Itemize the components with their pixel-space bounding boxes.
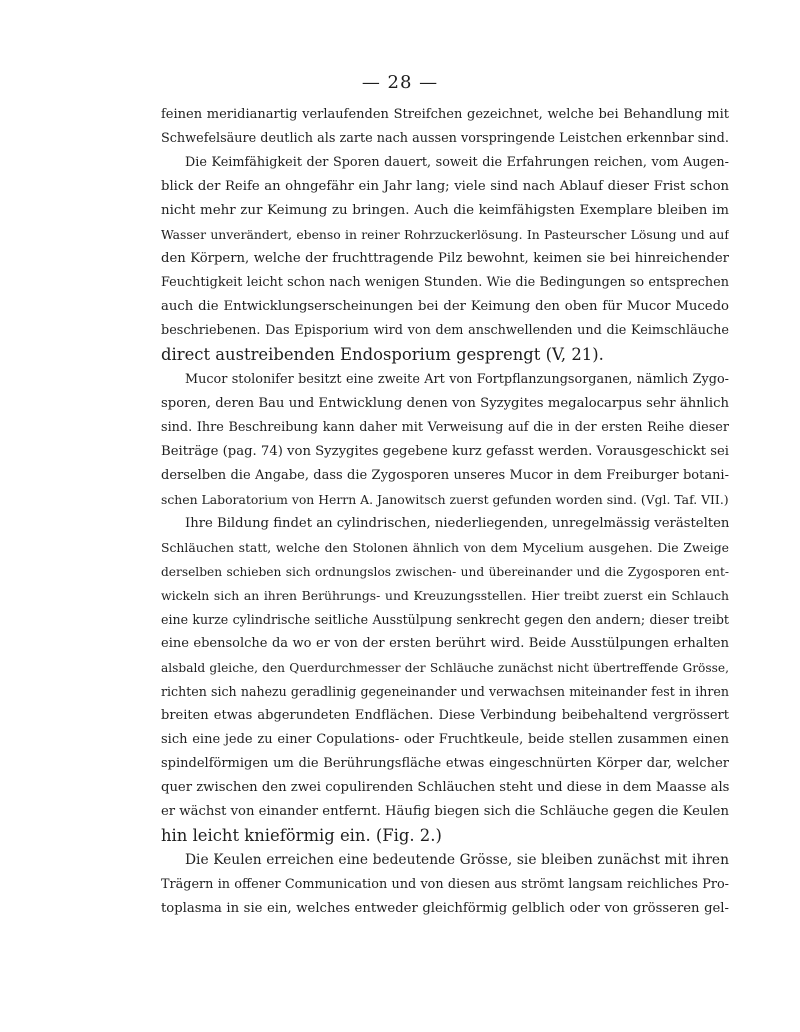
text-line: Schläuchen statt, welche den Stolonen ähnlich von dem Mycelium ausgehen. Die Zweige: [161, 539, 729, 555]
text-line: Schwefelsäure deutlich als zarte nach aussen vorspringende Leistchen erkennbar sind.: [161, 131, 729, 147]
text-line: blick der Reife an ohngefähr ein Jahr lang; viele sind nach Ablauf dieser Frist schon: [161, 179, 729, 195]
text-line: direct austreibenden Endosporium gesprengt (V, 21).: [161, 345, 604, 365]
body-text: [161, 103, 729, 921]
text-line: Beiträge (pag. 74) von Syzygites gegebene kurz gefasst werden. Vorausgeschickt sei: [161, 443, 729, 459]
text-line: den Körpern, welche der fruchttragende Pilz bewohnt, keimen sie bei hinreichender: [161, 251, 729, 267]
text-line: sporen, deren Bau und Entwicklung denen von Syzygites megalocarpus sehr ähnlich: [161, 395, 729, 411]
text-line: spindelförmigen um die Berührungsfläche etwas eingeschnürten Körper dar, welcher: [161, 756, 729, 772]
text-line: eine kurze cylindrische seitliche Ausstülpung senkrecht gegen den andern; dieser treibt: [161, 611, 729, 627]
text-line: er wächst von einander entfernt. Häufig biegen sich die Schläuche gegen die Keulen: [161, 804, 729, 820]
text-line: Wasser unverändert, ebenso in reiner Rohrzuckerlösung. In Pasteurscher Lösung und auf: [161, 227, 729, 243]
text-line: Trägern in offener Communication und von diesen aus strömt langsam reichliches Pro-: [161, 876, 729, 892]
text-line: toplasma in sie ein, welches entweder gleichförmig gelblich oder von grösseren gel-: [161, 900, 729, 916]
text-line: sich eine jede zu einer Copulations- oder Fruchtkeule, beide stellen zusammen einen: [161, 732, 729, 748]
text-line: richten sich nahezu geradlinig gegeneinander und verwachsen miteinander fest in ihren: [161, 684, 729, 700]
text-line: alsbald gleiche, den Querdurchmesser der Schläuche zunächst nicht übertreffende Grösse,: [161, 661, 729, 676]
text-line: wickeln sich an ihren Berührungs- und Kreuzungsstellen. Hier treibt zuerst ein Schlauch: [161, 587, 729, 603]
text-line: schen Laboratorium von Herrn A. Janowitsch zuerst gefunden worden sind. (Vgl. Taf. VII.): [161, 491, 729, 507]
text-line: Feuchtigkeit leicht schon nach wenigen Stunden. Wie die Bedingungen so entsprechen: [161, 275, 729, 291]
paragraph-start-line: Ihre Bildung findet an cylindrischen, niederliegenden, unregelmässig verästelten: [185, 515, 729, 531]
paragraph-start-line: Die Keulen erreichen eine bedeutende Grösse, sie bleiben zunächst mit ihren: [185, 852, 729, 869]
text-line: eine ebensolche da wo er von der ersten berührt wird. Beide Ausstülpungen erhalten: [161, 636, 729, 652]
text-line: beschriebenen. Das Episporium wird von dem anschwellenden und die Keimschläuche: [161, 323, 729, 339]
paragraph-start-line: Die Keimfähigkeit der Sporen dauert, soweit die Erfahrungen reichen, vom Augen-: [185, 155, 729, 171]
text-line: derselben die Angabe, dass die Zygosporen unseres Mucor in dem Freiburger botani-: [161, 467, 729, 483]
text-line: sind. Ihre Beschreibung kann daher mit Verweisung auf die in der ersten Reihe dieser: [161, 419, 729, 435]
text-line: auch die Entwicklungserscheinungen bei der Keimung den oben für Mucor Mucedo: [161, 299, 729, 315]
text-line: breiten etwas abgerundeten Endflächen. Diese Verbindung beibehaltend vergrössert: [161, 708, 729, 724]
text-line: quer zwischen den zwei copulirenden Schläuchen steht und diese in dem Maasse als: [161, 780, 729, 796]
text-line: feinen meridianartig verlaufenden Streifchen gezeichnet, welche bei Behandlung mit: [161, 107, 729, 122]
page-number: — 28 —: [361, 72, 439, 93]
text-line: hin leicht knieförmig ein. (Fig. 2.): [161, 826, 442, 846]
paragraph-start-line: Mucor stolonifer besitzt eine zweite Art von Fortpflanzungsorganen, nämlich Zygo-: [185, 371, 729, 387]
text-line: derselben schieben sich ordnungslos zwischen- und übereinander und die Zygosporen ent-: [161, 564, 729, 579]
text-line: nicht mehr zur Keimung zu bringen. Auch die keimfähigsten Exemplare bleiben im: [161, 203, 729, 219]
